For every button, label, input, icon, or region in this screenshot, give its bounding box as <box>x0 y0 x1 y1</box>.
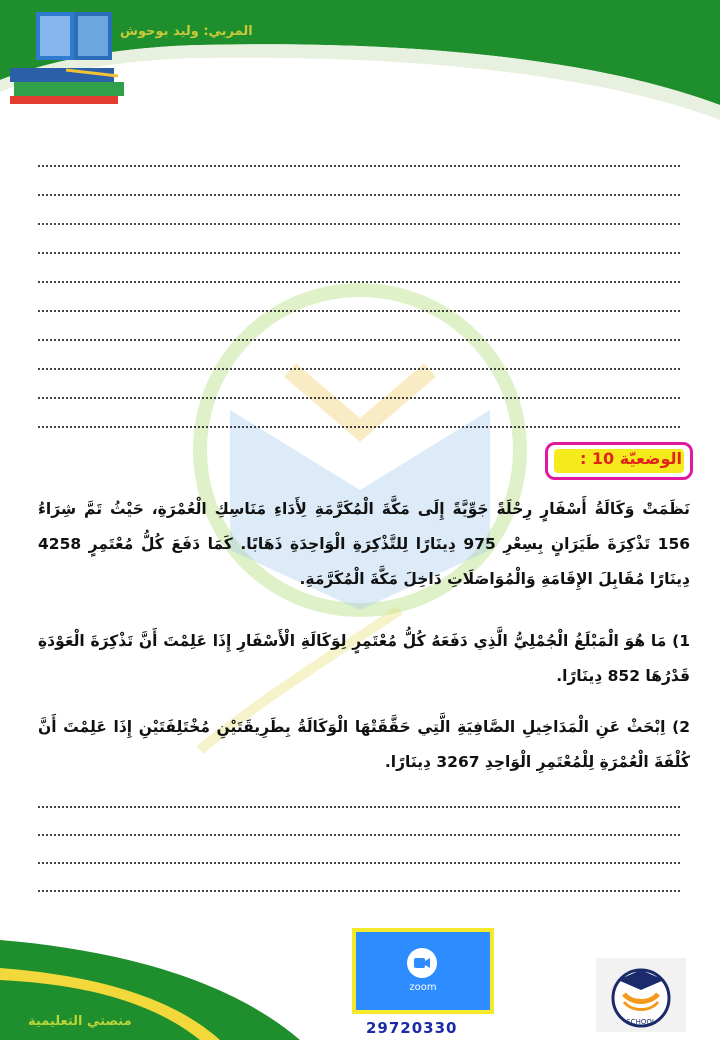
answer-line <box>38 426 680 428</box>
phone-number: 29720330 <box>366 1019 458 1037</box>
answer-line <box>38 834 680 836</box>
answer-line <box>38 368 680 370</box>
answer-line <box>38 862 680 864</box>
zoom-camera-icon <box>407 948 437 978</box>
zoom-label: zoom <box>409 982 437 993</box>
answer-line <box>38 339 680 341</box>
platform-name: منصتي التعليمية <box>28 1014 132 1029</box>
books-logo-icon <box>6 10 126 105</box>
school-logo-icon <box>596 958 686 1032</box>
answer-line <box>38 165 680 167</box>
zoom-logo <box>352 928 494 1014</box>
exercise-intro: نَظَمَتْ وَكَالَةُ أَسْفَارٍ رِحْلَةً جَوِّيَّةً إِلَى مَكَّةَ الْمُكَرَّمَةِ لِأَدَاءِ مَنَاسِكِ الْعُمْرَةِ، حَيْثُ تَمَّ شِرَاءُ 156 تَذْكِرَةَ طَيَرَانٍ بِسِعْرِ 975 دِينَارًا لِلتَّذْكِرَةِ الْوَاحِدَةِ ذَهَابًا. كَمَا دَفَعَ كُلُّ مُعْتَمِرٍ 4258 دِينَارًا مُقَابِلَ الإِقَامَةِ وَالْمُوَاصَلَاتِ دَاخِلَ مَكَّةَ الْمُكَرَّمَةِ. <box>38 500 691 588</box>
answer-line <box>38 281 680 283</box>
question-2: 2) اِبْحَثْ عَنِ الْمَدَاخِيلِ الصَّافِيَةِ الَّتِي حَقَّقَتْهَا الْوَكَالَةُ بِطَرِيقَتَيْنِ مُخْتَلِفَتَيْنِ إِذَا عَلِمْتَ أَنَّ كُلْفَةَ الْعُمْرَةِ لِلْمُعْتَمِرِ الْوَاحِدِ 3267 دِينَارًا. <box>38 718 690 771</box>
question-1: 1) مَا هُوَ الْمَبْلَغُ الْجُمْلِيُّ الَّذِي دَفَعَهُ كُلُّ مُعْتَمِرٍ لِوَكَالَةِ الْأَسْفَارِ إِذَا عَلِمْتَ أَنَّ تَذْكِرَةَ الْعَوْدَةِ قَدْرُهَا 852 دِينَارًا. <box>38 632 690 685</box>
answer-line <box>38 806 680 808</box>
answer-line <box>38 194 680 196</box>
exercise-label <box>545 442 693 480</box>
teacher-name: المربي: وليد بوحوش <box>120 24 253 39</box>
answer-line <box>38 252 680 254</box>
answer-line <box>38 310 680 312</box>
exercise-label-text: الوضعيّة 10 : <box>579 449 682 468</box>
answer-line <box>38 890 680 892</box>
school-logo-text: SCHOOL <box>626 1018 656 1026</box>
answer-line <box>38 397 680 399</box>
answer-line <box>38 223 680 225</box>
